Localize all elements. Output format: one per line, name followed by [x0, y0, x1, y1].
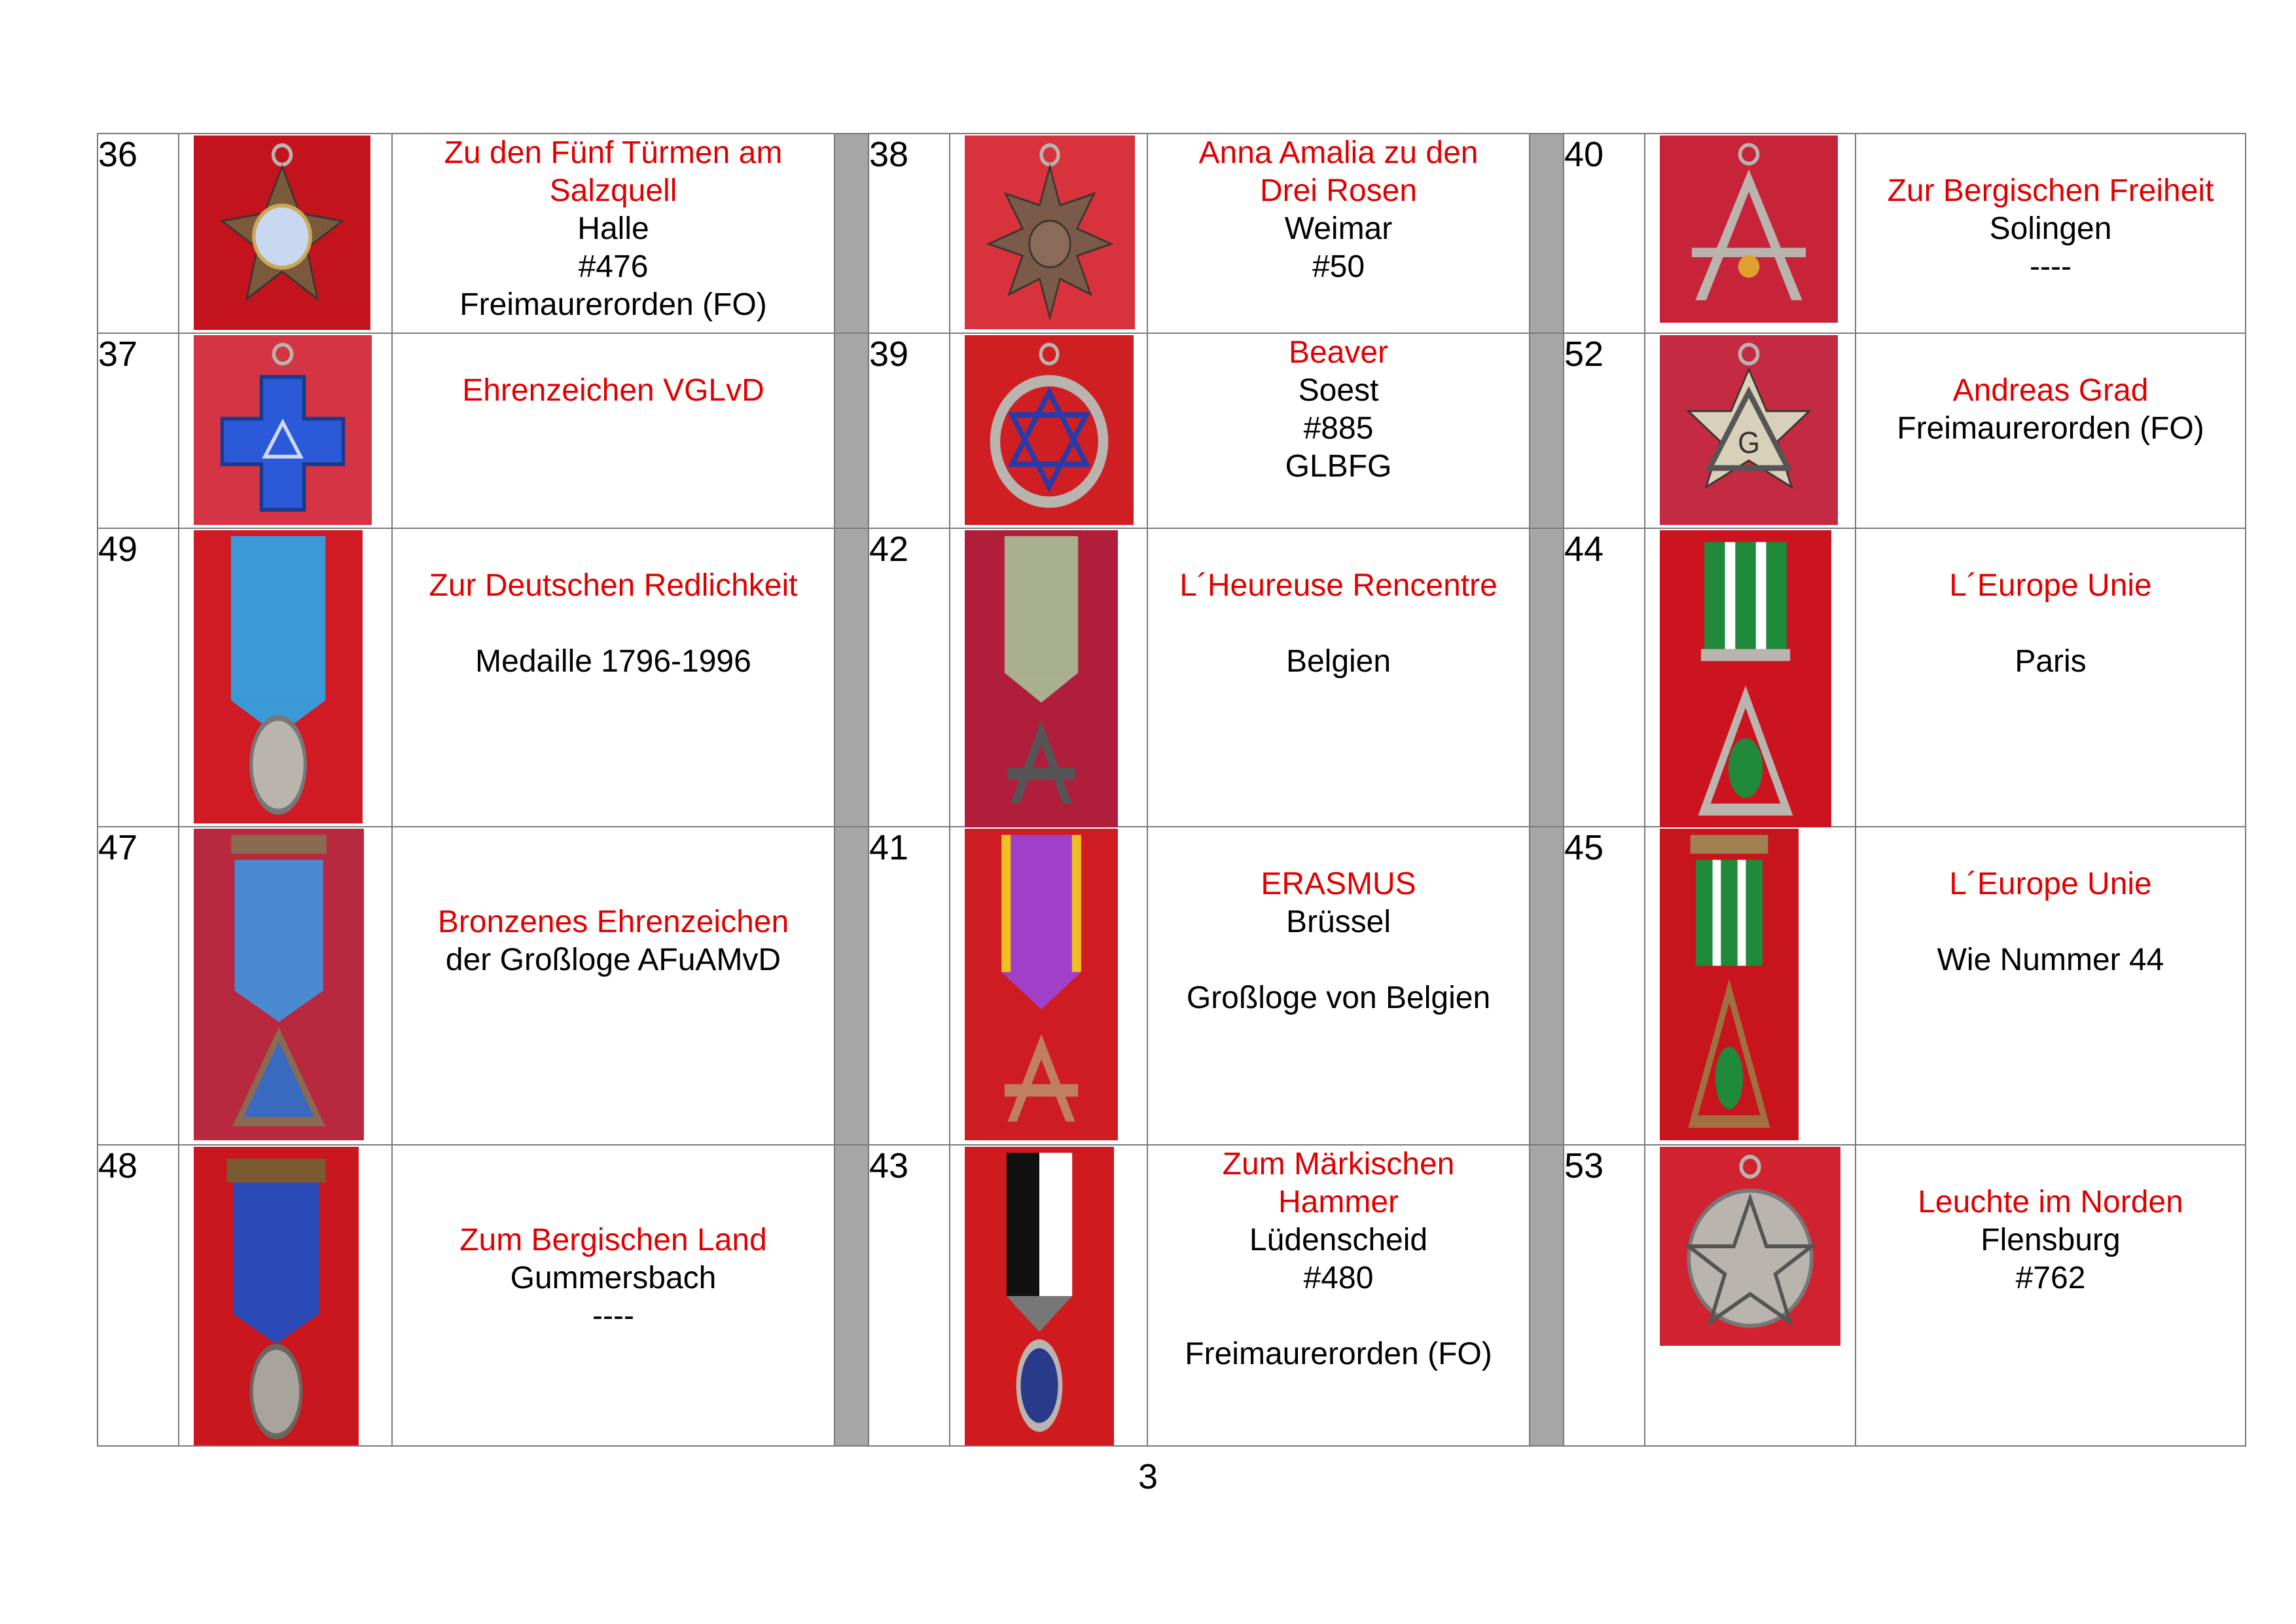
medal-photo	[194, 135, 370, 330]
medal-catalog-table	[97, 133, 2246, 1447]
medal-photo	[965, 335, 1134, 525]
medal-photo-cell	[179, 333, 392, 528]
lodge-description	[392, 827, 834, 1145]
lodge-detail-line: Weimar	[1284, 211, 1393, 246]
medal-photo	[1660, 1147, 1840, 1346]
lodge-detail-line: Großloge von Belgien	[1186, 981, 1491, 1015]
catalog-row	[98, 1145, 2246, 1446]
lodge-name-line: Anna Amalia zu den	[1198, 135, 1479, 170]
lodge-description	[392, 333, 834, 528]
lodge-detail-line: #50	[1312, 249, 1365, 284]
lodge-description	[1147, 1145, 1530, 1446]
lodge-detail-line: #480	[1303, 1261, 1374, 1295]
lodge-description	[392, 1145, 834, 1446]
medal-photo-cell	[1645, 528, 1856, 827]
column-separator	[1530, 528, 1564, 827]
medal-drawing	[1660, 1147, 1840, 1346]
medal-drawing	[1660, 135, 1838, 323]
lodge-detail-line: Brüssel	[1285, 905, 1391, 939]
entry-number: 39	[869, 333, 950, 528]
medal-photo	[1660, 530, 1831, 827]
medal-drawing	[1660, 335, 1838, 525]
column-separator	[834, 827, 869, 1145]
entry-number: 53	[1564, 1145, 1645, 1446]
lodge-detail-line: #476	[578, 249, 649, 284]
entry-number: 48	[98, 1145, 179, 1446]
lodge-detail-line: Freimaurerorden (FO)	[1185, 1337, 1492, 1371]
lodge-name-line: Andreas Grad	[1952, 373, 2149, 408]
lodge-detail-line: Halle	[577, 211, 649, 246]
lodge-name-line: Zu den Fünf Türmen am	[444, 135, 783, 170]
lodge-detail-line: der Großloge AFuAMvD	[445, 943, 781, 977]
entry-number: 40	[1564, 134, 1645, 333]
column-separator	[834, 134, 869, 333]
lodge-detail-line: Belgien	[1285, 644, 1391, 679]
column-separator	[834, 1145, 869, 1446]
lodge-description	[1147, 333, 1530, 528]
lodge-detail-line: Lüdenscheid	[1249, 1223, 1428, 1257]
lodge-name-line: Zur Deutschen Redlichkeit	[429, 568, 798, 603]
lodge-name-line: Ehrenzeichen VGLvD	[462, 373, 764, 408]
lodge-name-line: Zum Bergischen Land	[459, 1223, 767, 1257]
lodge-detail-line: Solingen	[1989, 211, 2112, 246]
medal-photo-cell	[1645, 333, 1856, 528]
medal-drawing	[965, 135, 1135, 329]
entry-number: 43	[869, 1145, 950, 1446]
lodge-name-line: L´Europe Unie	[1949, 568, 2152, 603]
lodge-detail-line: Freimaurerorden (FO)	[1897, 411, 2204, 446]
lodge-description	[392, 528, 834, 827]
catalog-row	[98, 134, 2246, 333]
lodge-detail-line: Paris	[2015, 644, 2087, 679]
lodge-name-line: Zum Märkischen	[1222, 1147, 1455, 1182]
medal-photo-cell	[179, 528, 392, 827]
medal-photo-cell	[179, 134, 392, 333]
entry-number: 37	[98, 333, 179, 528]
medal-drawing	[194, 530, 363, 823]
lodge-detail-line: Flensburg	[1981, 1223, 2121, 1257]
lodge-detail-line: #762	[2015, 1261, 2086, 1295]
entry-number: 47	[98, 827, 179, 1145]
medal-drawing	[194, 335, 372, 525]
catalog-row	[98, 333, 2246, 528]
medal-drawing	[965, 829, 1118, 1140]
medal-photo-cell	[179, 1145, 392, 1446]
lodge-name-line: Leuchte im Norden	[1918, 1185, 2183, 1219]
medal-photo-cell	[1645, 1145, 1856, 1446]
lodge-detail-line: Gummersbach	[510, 1261, 717, 1295]
medal-drawing	[194, 135, 370, 330]
entry-number: 49	[98, 528, 179, 827]
lodge-description	[1856, 333, 2246, 528]
catalog-row	[98, 528, 2246, 827]
medal-photo-cell	[950, 1145, 1147, 1446]
lodge-detail-line: ----	[2030, 249, 2072, 284]
medal-drawing	[1660, 829, 1799, 1140]
entry-number: 38	[869, 134, 950, 333]
lodge-name-line: ERASMUS	[1261, 867, 1416, 901]
medal-photo	[965, 829, 1118, 1140]
medal-drawing	[1660, 530, 1831, 827]
medal-photo-cell	[1645, 827, 1856, 1145]
entry-number: 42	[869, 528, 950, 827]
catalog-row	[98, 827, 2246, 1145]
medal-drawing	[965, 530, 1118, 827]
medal-photo	[194, 1147, 359, 1445]
lodge-description	[1147, 827, 1530, 1145]
entry-number: 52	[1564, 333, 1645, 528]
entry-number: 44	[1564, 528, 1645, 827]
lodge-name-line: Bronzenes Ehrenzeichen	[437, 905, 789, 939]
lodge-name-line: Zur Bergischen Freiheit	[1887, 173, 2214, 208]
lodge-name-line: Salzquell	[549, 173, 677, 208]
lodge-detail-line: Soest	[1298, 373, 1379, 408]
medal-photo-cell	[950, 134, 1147, 333]
column-separator	[834, 528, 869, 827]
medal-drawing	[965, 335, 1134, 525]
lodge-detail-line: Wie Nummer 44	[1937, 943, 2164, 977]
lodge-description	[1856, 827, 2246, 1145]
column-separator	[1530, 134, 1564, 333]
medal-photo	[194, 829, 364, 1140]
medal-drawing	[194, 829, 364, 1140]
medal-photo-cell	[1645, 134, 1856, 333]
lodge-detail-line: Medaille 1796-1996	[475, 644, 751, 679]
lodge-description	[1856, 528, 2246, 827]
lodge-description	[1147, 134, 1530, 333]
medal-photo	[1660, 829, 1799, 1140]
lodge-description	[1147, 528, 1530, 827]
column-separator	[1530, 827, 1564, 1145]
lodge-detail-line: ----	[592, 1299, 634, 1333]
medal-photo	[965, 530, 1118, 827]
lodge-detail-line: #885	[1303, 411, 1374, 446]
lodge-description	[1856, 1145, 2246, 1446]
lodge-description	[1856, 134, 2246, 333]
medal-photo	[1660, 335, 1838, 525]
medal-photo	[1660, 135, 1838, 323]
lodge-detail-line: Freimaurerorden (FO)	[459, 287, 767, 322]
medal-photo	[965, 135, 1135, 329]
medal-photo	[965, 1147, 1114, 1445]
medal-photo	[194, 530, 363, 823]
medal-photo	[194, 335, 372, 525]
lodge-name-line: Beaver	[1288, 335, 1389, 370]
entry-number: 45	[1564, 827, 1645, 1145]
medal-photo-cell	[950, 333, 1147, 528]
column-separator	[1530, 1145, 1564, 1446]
medal-photo-cell	[950, 827, 1147, 1145]
entry-number: 41	[869, 827, 950, 1145]
lodge-detail-line: GLBFG	[1285, 449, 1392, 484]
medal-drawing	[965, 1147, 1114, 1445]
medal-photo-cell	[179, 827, 392, 1145]
medal-drawing	[194, 1147, 359, 1445]
lodge-name-line: L´Europe Unie	[1949, 867, 2152, 901]
lodge-name-line: L´Heureuse Rencentre	[1179, 568, 1498, 603]
svg-text:G: G	[1738, 425, 1760, 460]
lodge-name-line: Drei Rosen	[1259, 173, 1418, 208]
column-separator	[1530, 333, 1564, 528]
lodge-description	[392, 134, 834, 333]
lodge-name-line: Hammer	[1278, 1185, 1399, 1219]
column-separator	[834, 333, 869, 528]
page-number: 3	[1138, 1457, 1158, 1496]
entry-number: 36	[98, 134, 179, 333]
medal-photo-cell	[950, 528, 1147, 827]
